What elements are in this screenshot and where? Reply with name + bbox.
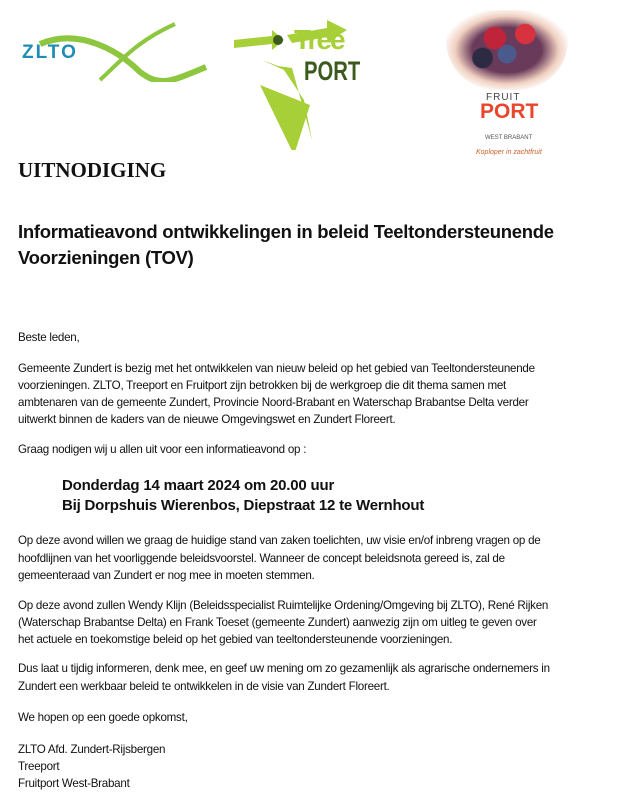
para1-line: uitwerkt binnen de kaders van de nieuwe Omgevingswet en Zundert Floreert. xyxy=(18,413,396,426)
signature-line: Treeport xyxy=(18,760,60,773)
para2-line: Op deze avond willen we graag de huidige stand van zaken toelichten, uw visie en/of inbreng vragen op de xyxy=(18,534,541,547)
para2-line: hoofdlijnen van het voorliggende beleidsvoorstel. Wanneer de concept beleidsnota gereed is, zal de xyxy=(18,552,505,565)
treeport-tree-text: Tree xyxy=(294,24,344,55)
greeting: Beste leden, xyxy=(18,331,80,344)
para4-line: Zundert een werkbaar beleid te ontwikkelen in de visie van Zundert Floreert. xyxy=(18,680,390,693)
treeport-logo xyxy=(232,10,372,150)
para4-line: Dus laat u tijdig informeren, denk mee, en geef uw mening om zo gezamenlijk als agrarische ondernemers in xyxy=(18,662,550,675)
closing-text: We hopen op een goede opkomst, xyxy=(18,711,188,724)
treeport-port-text: PORT xyxy=(304,56,361,86)
para3-line: Op deze avond zullen Wendy Klijn (Beleidsspecialist Ruimtelijke Ordening/Omgeving bij ZLTO), René Rijken xyxy=(18,599,549,612)
zlto-logo xyxy=(10,22,210,82)
heading-line-1: Informatieavond ontwikkelingen in beleid Teeltondersteunende xyxy=(18,221,554,242)
signature-line: ZLTO Afd. Zundert-Rijsbergen xyxy=(18,743,166,756)
berries-hands-image xyxy=(446,10,568,90)
para2-line: gemeenteraad van Zundert er nog mee in moeten stemmen. xyxy=(18,569,315,582)
invite-text: Graag nodigen wij u allen uit voor een informatieavond op : xyxy=(18,443,307,456)
fruitport-tagline: Koploper in zachtfruit xyxy=(476,149,542,156)
para3-line: het actuele en toekomstige beleid op het gebied van teeltondersteunende voorzieningen. xyxy=(18,633,453,646)
para1-line: ambtenaren van de gemeente Zundert, Provincie Noord-Brabant en Waterschap Brabantse Delta verder xyxy=(18,396,529,409)
para1-line: Gemeente Zundert is bezig met het ontwikkelen van nieuw beleid op het gebied van Teeltondersteunende xyxy=(18,362,535,375)
event-location: Bij Dorpshuis Wierenbos, Diepstraat 12 te Wernhout xyxy=(62,497,425,514)
para3-line: (Waterschap Brabantse Delta) en Frank Toeset (gemeente Zundert) aanwezig zijn om uitleg te geven over xyxy=(18,616,537,629)
event-date: Donderdag 14 maart 2024 om 20.00 uur xyxy=(62,477,335,494)
fruitport-top-text: FRUIT xyxy=(486,92,521,103)
heading-line-2: Voorzieningen (TOV) xyxy=(18,247,194,268)
fruitport-logo xyxy=(438,10,598,160)
document-title: UITNODIGING xyxy=(18,158,167,182)
zlto-wordmark: ZLTO xyxy=(22,42,78,63)
para1-line: voorzieningen. ZLTO, Treeport en Fruitport zijn betrokken bij de werkgroep die dit thema samen met xyxy=(18,379,507,392)
fruitport-main-text: PORT xyxy=(480,100,539,123)
fruitport-sub-text: WEST BRABANT xyxy=(485,135,533,141)
signature-line: Fruitport West-Brabant xyxy=(18,777,130,790)
